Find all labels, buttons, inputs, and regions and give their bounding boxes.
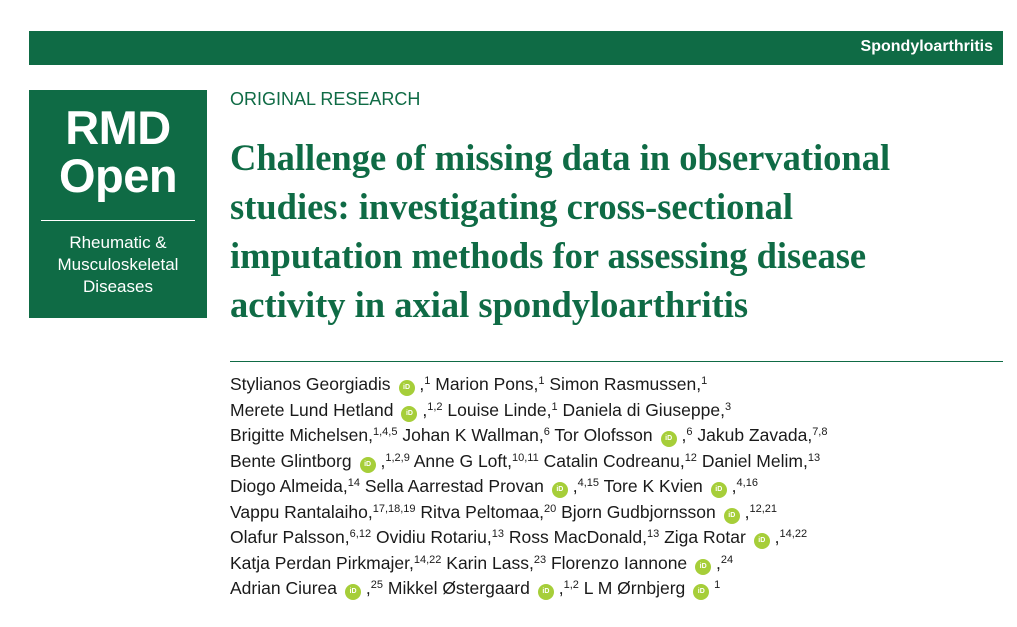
journal-subtitle bbox=[29, 232, 207, 298]
author-name[interactable]: Merete Lund Hetland bbox=[230, 399, 394, 420]
author-name[interactable]: Simon Rasmussen bbox=[549, 374, 697, 394]
affiliation-marker: 6,12 bbox=[349, 528, 372, 540]
author-line: Adrian Ciurea iD ,$^{25}$ Mikkel Østergaard iD ,$^{1,2}$ L M Ørnbjerg iD $^1$ bbox=[230, 578, 721, 598]
orcid-icon[interactable]: iD bbox=[695, 559, 711, 575]
orcid-icon[interactable]: iD bbox=[754, 533, 770, 549]
author-name[interactable]: Diogo Almeida bbox=[230, 476, 343, 496]
title-line: Challenge of missing data in observational bbox=[230, 137, 891, 178]
orcid-icon[interactable]: iD bbox=[538, 584, 554, 600]
journal-divider bbox=[41, 220, 195, 221]
journal-logo bbox=[29, 90, 207, 318]
affiliation-marker: 17,18,19 bbox=[372, 502, 416, 515]
orcid-icon[interactable]: iD bbox=[724, 508, 740, 524]
affiliation-marker: 14,22 bbox=[413, 553, 442, 566]
divider bbox=[230, 361, 1003, 362]
author-name[interactable]: Catalin Codreanu bbox=[543, 450, 680, 471]
author-line: Katja Perdan Pirkmajer,$^{14,22}$ Karin Lass,$^{23}$ Florenzo Iannone iD ,$^{24}$ bbox=[230, 552, 734, 573]
author-name[interactable]: Stylianos Georgiadis bbox=[230, 374, 391, 394]
article-title bbox=[230, 133, 1010, 329]
author-name[interactable]: Florenzo Iannone bbox=[550, 552, 688, 573]
affiliation-marker: 1 bbox=[714, 579, 721, 591]
author-name[interactable]: Jakub Zavada bbox=[697, 425, 808, 445]
orcid-icon[interactable]: iD bbox=[360, 457, 376, 473]
author-line: Stylianos Georgiadis iD ,$^1$ Marion Pons,$^1$ Simon Rasmussen,$^1$ bbox=[230, 374, 708, 394]
author-name[interactable]: Brigitte Michelsen bbox=[230, 425, 369, 445]
affiliation-marker: 6 bbox=[543, 426, 550, 438]
orcid-icon[interactable]: iD bbox=[661, 431, 677, 447]
affiliation-marker: 13 bbox=[646, 528, 660, 540]
affiliation-marker: 14,22 bbox=[779, 528, 808, 540]
orcid-icon[interactable]: iD bbox=[693, 584, 709, 600]
author-name[interactable]: Mikkel Østergaard bbox=[387, 578, 530, 598]
author-name[interactable]: L M Ørnbjerg bbox=[583, 578, 686, 598]
affiliation-marker: 23 bbox=[533, 553, 547, 566]
affiliation-marker: 10,11 bbox=[512, 451, 539, 464]
orcid-icon[interactable]: iD bbox=[552, 482, 568, 498]
journal-subtitle-line: Musculoskeletal bbox=[57, 255, 179, 274]
affiliation-marker: 1 bbox=[538, 375, 545, 387]
author-name[interactable]: Tor Olofsson bbox=[554, 425, 653, 445]
author-name[interactable]: Bente Glintborg bbox=[230, 450, 352, 471]
section-header-bar bbox=[29, 31, 1003, 65]
journal-subtitle-line: Rheumatic & bbox=[69, 233, 167, 252]
author-line: Brigitte Michelsen,$^{1,4,5}$ Johan K Wallman,$^6$ Tor Olofsson iD ,$^6$ Jakub Zavada,$^{7,8}$ bbox=[230, 425, 828, 445]
author-name[interactable]: Anne G Loft bbox=[413, 450, 508, 471]
affiliation-marker: 13 bbox=[807, 451, 821, 464]
author-line: Merete Lund Hetland iD ,$^{1,2}$ Louise Linde,$^1$ Daniela di Giuseppe,$^3$ bbox=[230, 399, 732, 420]
orcid-icon[interactable]: iD bbox=[711, 482, 727, 498]
affiliation-marker: 1,4,5 bbox=[373, 426, 398, 438]
affiliation-marker: 1,2,9 bbox=[385, 451, 410, 464]
author-line: Vappu Rantalaiho,$^{17,18,19}$ Ritva Peltomaa,$^{20}$ Bjorn Gudbjornsson iD ,$^{12,21}$ bbox=[230, 501, 778, 522]
author-name[interactable]: Ritva Peltomaa bbox=[420, 501, 540, 522]
affiliation-marker: 13 bbox=[491, 528, 504, 540]
affiliation-marker: 7,8 bbox=[812, 426, 828, 438]
author-name[interactable]: Daniel Melim bbox=[701, 450, 803, 471]
title-line: imputation methods for assessing disease bbox=[230, 235, 867, 276]
affiliation-marker: 12 bbox=[684, 451, 697, 464]
affiliation-marker: 12,21 bbox=[749, 502, 778, 515]
title-line: studies: investigating cross-sectional bbox=[230, 186, 794, 227]
author-name[interactable]: Ovidiu Rotariu bbox=[375, 527, 487, 547]
affiliation-marker: 20 bbox=[543, 502, 557, 515]
section-label: Spondyloarthritis bbox=[860, 38, 993, 55]
author-name[interactable]: Johan K Wallman bbox=[402, 425, 539, 445]
title-line: activity in axial spondyloarthritis bbox=[230, 284, 749, 325]
affiliation-marker: 3 bbox=[724, 400, 732, 413]
affiliation-marker: 1 bbox=[551, 400, 558, 413]
affiliation-marker: 1 bbox=[424, 375, 431, 387]
author-name[interactable]: Daniela di Giuseppe bbox=[562, 399, 721, 420]
author-name[interactable]: Bjorn Gudbjornsson bbox=[561, 501, 716, 522]
author-name[interactable]: Ross MacDonald bbox=[508, 527, 643, 547]
article-type: ORIGINAL RESEARCH bbox=[230, 89, 421, 109]
author-line: Olafur Palsson,$^{6,12}$ Ovidiu Rotariu,$^{13}$ Ross MacDonald,$^{13}$ Ziga Rotar iD ,$^{14,22}$ bbox=[230, 527, 808, 547]
journal-name-line: Open bbox=[58, 149, 178, 202]
author-name[interactable]: Sella Aarrestad Provan bbox=[364, 476, 544, 496]
affiliation-marker: 25 bbox=[370, 579, 383, 591]
journal-name bbox=[29, 101, 207, 202]
author-name[interactable]: Tore K Kvien bbox=[603, 476, 703, 496]
author-name[interactable]: Olafur Palsson bbox=[230, 527, 345, 547]
orcid-icon[interactable]: iD bbox=[399, 380, 415, 396]
author-line: Bente Glintborg iD ,$^{1,2,9}$ Anne G Loft,$^{10,11}$ Catalin Codreanu,$^{12}$ Daniel Melim,$^{13}$ bbox=[230, 450, 821, 471]
affiliation-marker: 1,2 bbox=[563, 579, 579, 591]
author-name[interactable]: Vappu Rantalaiho bbox=[230, 501, 368, 522]
orcid-icon[interactable]: iD bbox=[401, 406, 417, 422]
journal-subtitle-line: Diseases bbox=[83, 277, 153, 296]
affiliation-marker: 6 bbox=[686, 426, 693, 438]
author-name[interactable]: Katja Perdan Pirkmajer bbox=[230, 552, 409, 573]
journal-name-line: RMD bbox=[65, 101, 171, 154]
author-list bbox=[230, 372, 1010, 602]
affiliation-marker: 1 bbox=[701, 375, 708, 387]
orcid-icon[interactable]: iD bbox=[345, 584, 361, 600]
author-name[interactable]: Karin Lass bbox=[446, 552, 529, 573]
affiliation-marker: 4,16 bbox=[736, 477, 758, 489]
affiliation-marker: 1,2 bbox=[427, 400, 443, 413]
author-line: Diogo Almeida,$^{14}$ Sella Aarrestad Provan iD ,$^{4,15}$ Tore K Kvien iD ,$^{4,16}$ bbox=[230, 476, 758, 496]
affiliation-marker: 14 bbox=[347, 477, 360, 489]
author-name[interactable]: Louise Linde bbox=[447, 399, 547, 420]
author-name[interactable]: Marion Pons bbox=[435, 374, 534, 394]
affiliation-marker: 4,15 bbox=[577, 477, 600, 489]
author-name[interactable]: Adrian Ciurea bbox=[230, 578, 337, 598]
affiliation-marker: 24 bbox=[720, 553, 734, 566]
author-name[interactable]: Ziga Rotar bbox=[664, 527, 746, 547]
